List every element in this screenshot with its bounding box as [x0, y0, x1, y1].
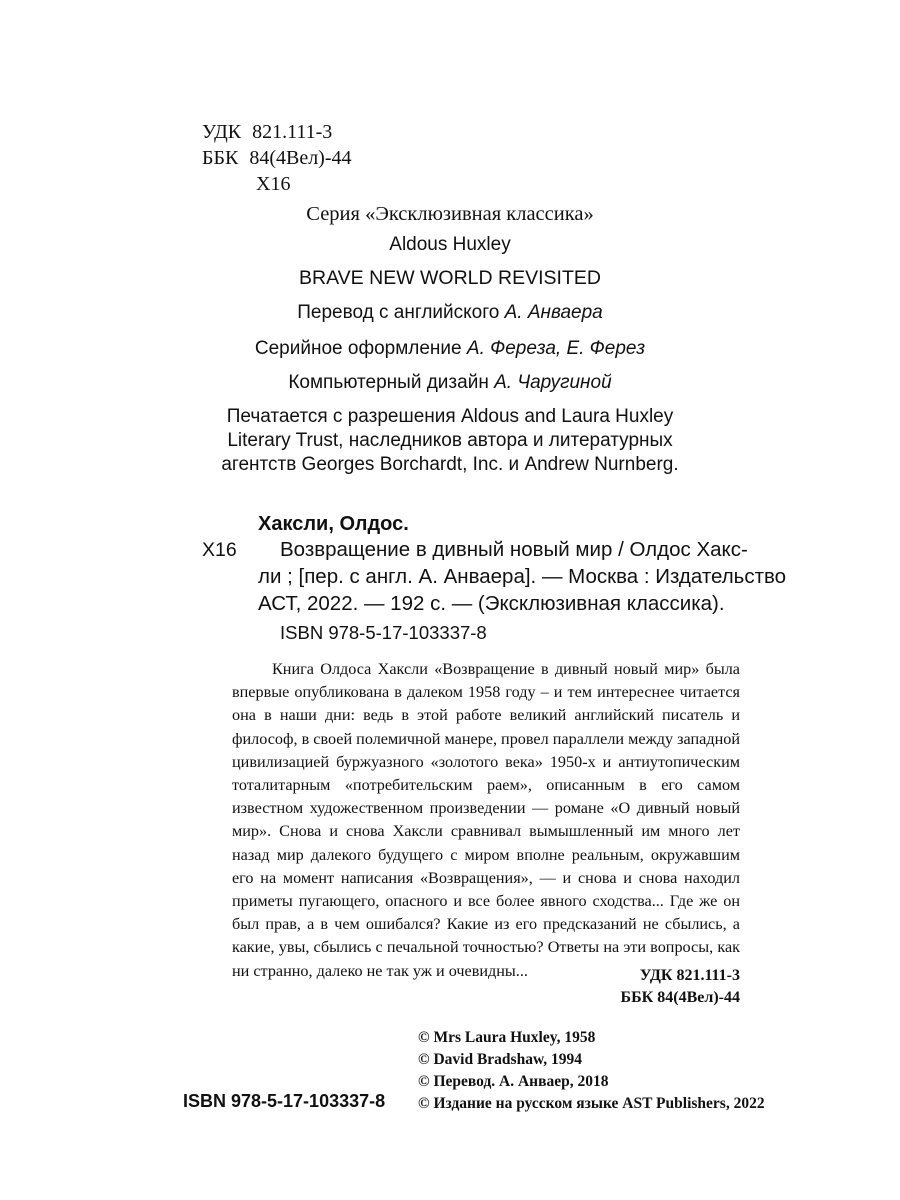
translation-prefix: Перевод с английского: [297, 302, 505, 323]
bib-line: Возвращение в дивный новый мир / Олдос Хакс-: [280, 538, 748, 561]
isbn-bib: ISBN 978-5-17-103337-8: [280, 622, 487, 643]
copyright-line: © Mrs Laura Huxley, 1958: [418, 1029, 596, 1046]
udk-label: УДК: [202, 121, 242, 143]
original-author: Aldous Huxley: [389, 234, 511, 255]
copyright-block: [418, 1027, 765, 1115]
permission-line: Literary Trust, наследников автора и литературных: [227, 430, 673, 451]
computer-design-prefix: Компьютерный дизайн: [288, 372, 495, 393]
copyright-line: © Перевод. А. Анваер, 2018: [418, 1073, 609, 1090]
permission-line: Печатается с разрешения Aldous and Laura Huxley: [226, 406, 674, 427]
footer-bbk: ББК 84(4Вел)-44: [620, 989, 740, 1006]
bbk-line: [202, 145, 352, 171]
translation-credit: [0, 302, 900, 324]
author-mark-bib: Х16: [202, 539, 237, 561]
copyright-line: © Издание на русском языке AST Publishers, 2022: [418, 1095, 765, 1112]
bibliographic-heading: Хаксли, Олдос.: [258, 513, 409, 535]
udk-value: 821.111-3: [252, 121, 333, 143]
bib-line: ли ; [пер. с англ. А. Анваера]. — Москва : Издательство: [258, 565, 787, 588]
translator-name: А. Анваера: [504, 302, 603, 323]
isbn-bottom: ISBN 978-5-17-103337-8: [183, 1091, 386, 1111]
computer-designer-name: А. Чаругиной: [494, 372, 612, 393]
annotation-text: Книга Олдоса Хаксли «Возвращение в дивный новый мир» была впервые опубликована в далеком 1958 году – и тем интереснее читается она в наши дни: ведь в этой работе великий английский писатель и философ, в своей полемичной манере, провел параллели между западной цивилизацией буржуазного «золотого века» 1950-х и антиутопическим тоталитарным «потребительским раем», описанным в его самом известном художественном произведении — романе «О дивный новый мир». Снова и снова Хаксли сравнивал вымышленный им много лет назад мир далекого будущего с миром вполне реальным, окружавшим его на момент написания «Возвращения», — и снова и снова находил приметы пугающего, опасного и все более явного сходства... Где же он был прав, а в чем ошибался? Какие из его предсказаний не сбылись, а какие, увы, сбылись с печальной точностью? Ответы на эти вопросы, как ни странно, далеко не так уж и очевидны...: [232, 660, 741, 980]
permission-line: агентств Georges Borchardt, Inc. и Andrew Nurnberg.: [221, 454, 679, 475]
bibliographic-description: [258, 536, 787, 617]
permission-block: [0, 405, 900, 477]
design-prefix: Серийное оформление: [254, 338, 467, 359]
bib-line: АСТ, 2022. — 192 с. — (Эксклюзивная классика).: [258, 592, 725, 615]
bbk-label: ББК: [202, 147, 239, 169]
author-mark-top: Х16: [256, 173, 291, 195]
design-credit: [0, 338, 900, 360]
original-title: BRAVE NEW WORLD REVISITED: [299, 267, 601, 289]
designer-names: А. Фереза, Е. Ферез: [466, 338, 646, 359]
footer-udk: УДК 821.111-3: [639, 967, 740, 984]
bbk-value: 84(4Вел)-44: [249, 147, 352, 169]
copyright-line: © David Bradshaw, 1994: [418, 1051, 583, 1068]
udk-line: [202, 119, 332, 145]
series-line: Серия «Эксклюзивная классика»: [306, 203, 594, 225]
footer-codes: [621, 965, 741, 1009]
computer-design-credit: [0, 372, 900, 394]
